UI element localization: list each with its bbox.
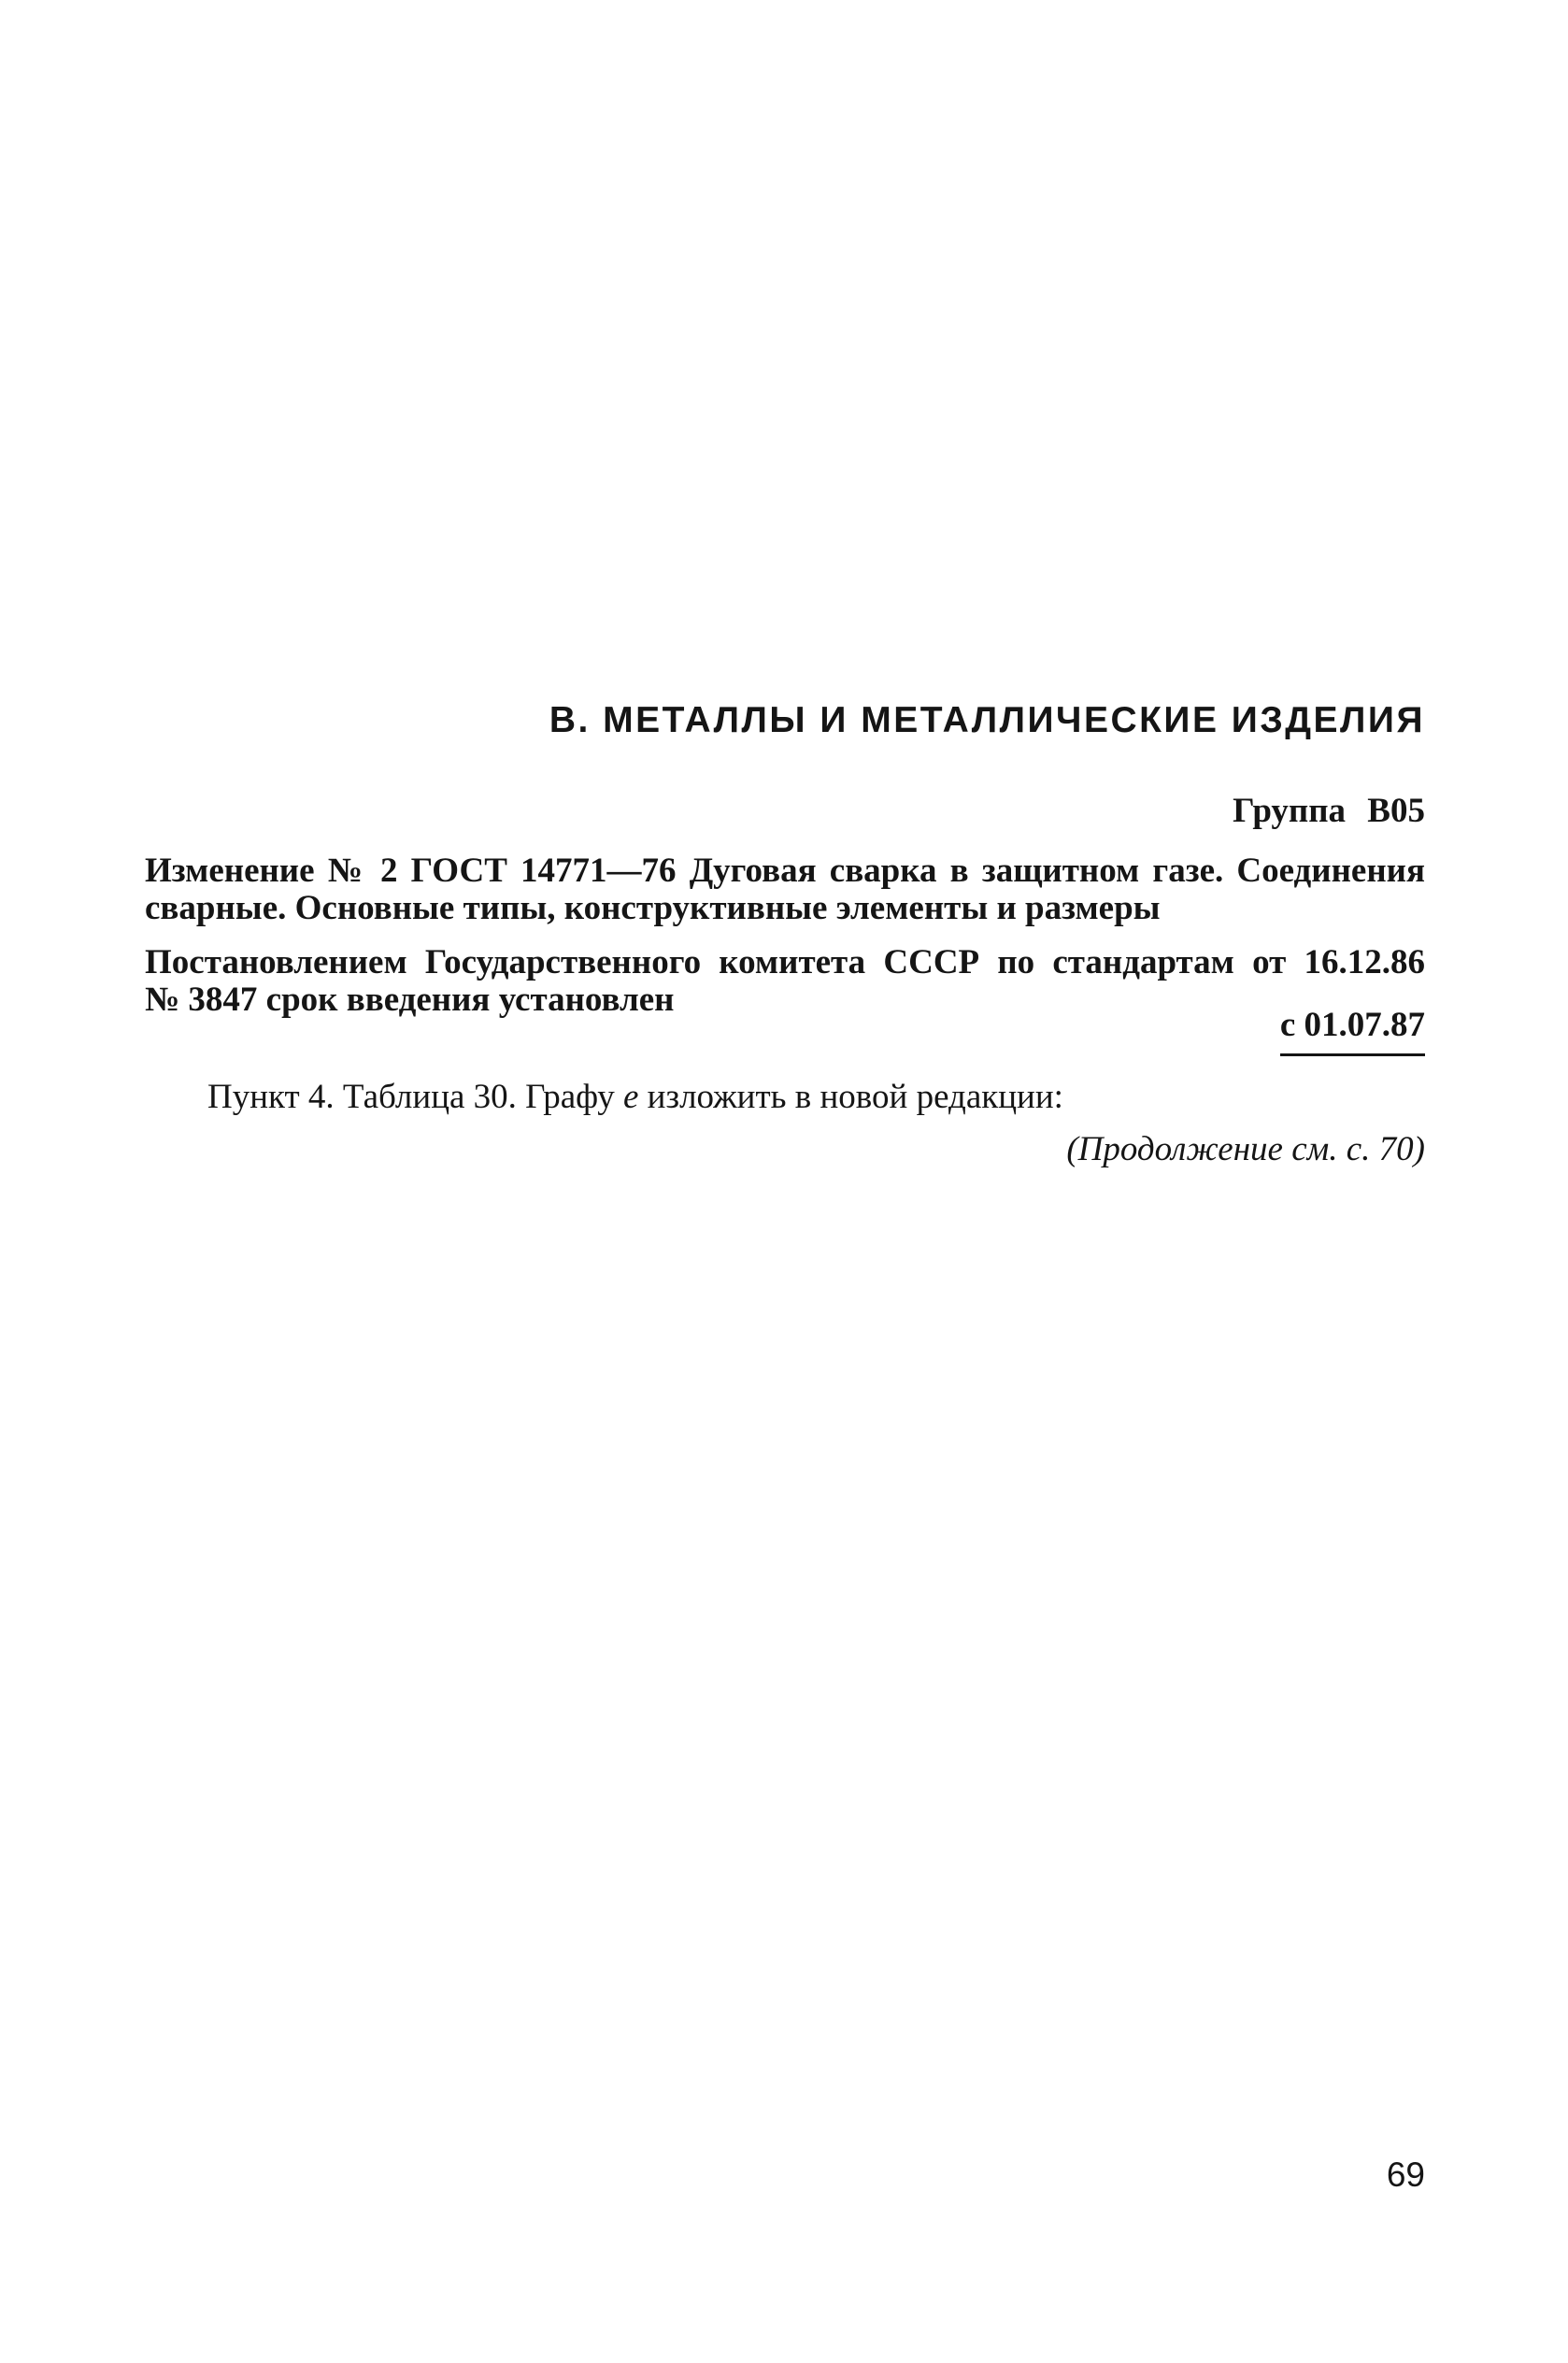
effective-date (145, 1005, 1425, 1056)
amendment-title-line-1: Изменение № 2 ГОСТ 14771—76 Дуговая сварка в защитном газе. Соединения (145, 852, 1425, 890)
amendment-title-line-2: сварные. Основные типы, конструктивные элементы и размеры (145, 889, 1161, 927)
group-label: Группа В05 (1233, 792, 1425, 830)
effective-date-value: с 01.07.87 (1280, 1005, 1425, 1056)
instruction-column-name: е (622, 1078, 639, 1116)
decree-text-line-2: № 3847 срок введения установлен (145, 981, 675, 1019)
instruction-text (207, 1077, 1425, 1118)
instruction-text-end: изложить в новой редакции: (638, 1078, 1063, 1116)
page-number: 69 (1386, 2155, 1425, 2194)
continuation-note: (Продолжение см. с. 70) (1066, 1130, 1425, 1168)
instruction-text-start: Пункт 4. Таблица 30. Графу (207, 1078, 623, 1116)
amendment-title (145, 852, 1425, 927)
decree-text-line-1: Постановлением Государственного комитета СССР по стандартам от 16.12.86 (145, 943, 1425, 981)
section-title: В. МЕТАЛЛЫ И МЕТАЛЛИЧЕСКИЕ ИЗДЕЛИЯ (549, 700, 1425, 740)
